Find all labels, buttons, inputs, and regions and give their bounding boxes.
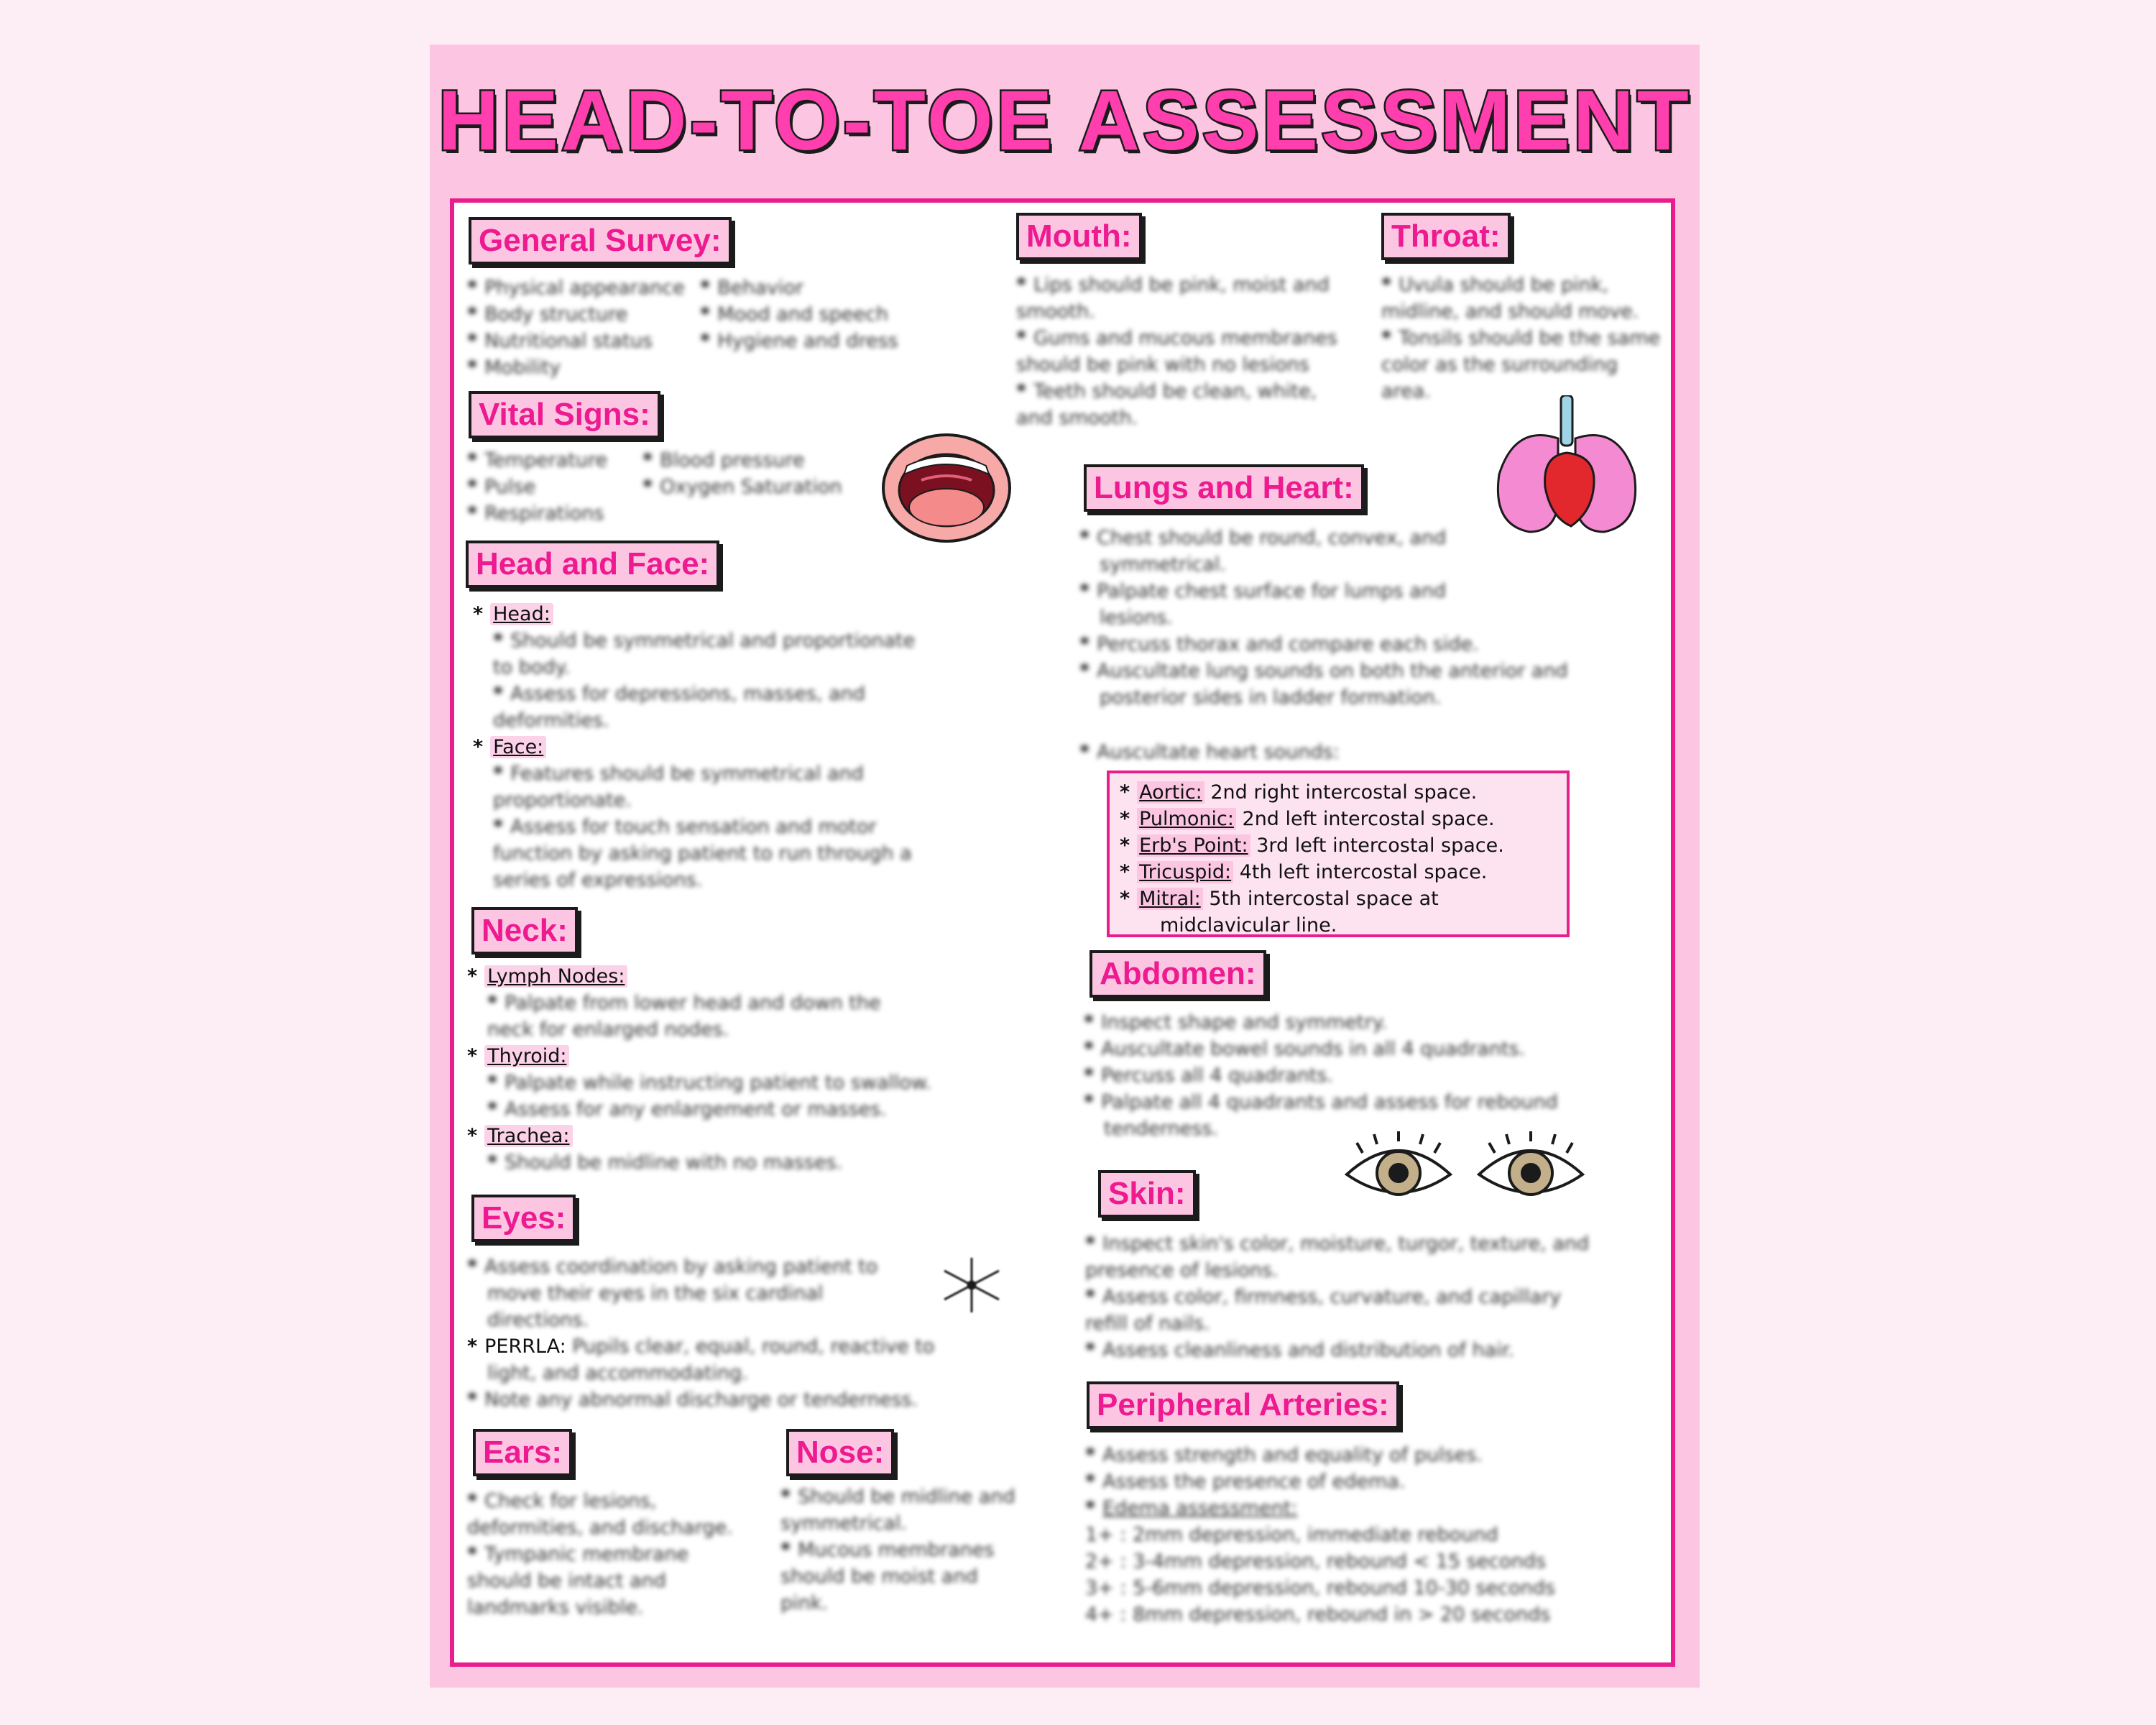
eyes-heading: Eyes: [471,1195,576,1242]
neck-heading: Neck: [471,907,578,954]
perrla-label: PERRLA: [484,1335,566,1358]
heart-sounds-box [1107,770,1570,937]
heart-sounds-intro: * Auscultate heart sounds: [1079,741,1340,763]
vital-signs-col1: * Temperature * Pulse * Respirations [467,449,608,525]
erbs-point: * Erb's Point: 3rd left intercostal space. [1120,834,1504,857]
lungs-heart-body: * Chest should be round, convex, and symmetrical. * Palpate chest surface for lumps and lesions. * Percuss thorax and compare each side. * Auscultate lung sounds on both the anterior and posterior sides in ladder formation. [1079,527,1568,709]
head-face-body: * Head: * Should be symmetrical and proportionate to body. * Assess for depressions, masses, and deformities. * Face: * Features should be symmetrical and proportionate. * Assess for touch sensation and motor function by asking patient to run through a series of expressions. [473,603,916,891]
peripheral-arteries-heading: Peripheral Arteries: [1087,1381,1399,1429]
assessment-sheet [430,45,1700,1688]
open-mouth-icon [878,430,1015,546]
throat-body: * Uvula should be pink, midline, and should move. * Tonsils should be the same color as the surrounding area. [1381,274,1661,402]
ears-body: * Check for lesions, deformities, and discharge. * Tympanic membrane should be intact and landmarks visible. [467,1490,733,1619]
lymph-nodes-label: Lymph Nodes: [484,965,627,988]
nose-body: * Should be midline and symmetrical. * Mucous membranes should be moist and pink. [780,1486,1015,1614]
pair-of-eyes-icon [1341,1130,1588,1213]
peripheral-arteries-body: * Assess strength and equality of pulses. * Assess the presence of edema. * Edema assessment: 1+ : 2mm depression, immediate rebound 2+ : 3-4mm depression, rebound < 15 seconds 3+ : 5-6mm depression, rebound 10-30 seconds 4+ : 8mm depression, rebound in > 20 seconds [1085,1444,1555,1626]
head-label: Head: [490,603,553,625]
face-label: Face: [490,736,546,758]
mitral-point-continued: midclavicular line. [1160,914,1337,937]
six-cardinal-directions-icon [937,1252,1006,1318]
eyes-body: * Assess coordination by asking patient to move their eyes in the six cardinal directions. * PERRLA: Pupils clear, equal, round, reactive to light, and accommodating. * Note any abnormal discharge or tenderness. [467,1256,935,1411]
mouth-body: * Lips should be pink, moist and smooth. * Gums and mucous membranes should be pink with no lesions * Teeth should be clean, white, and smooth. [1016,274,1337,429]
lungs-heart-icon [1486,395,1647,539]
aortic-point: * Aortic: 2nd right intercostal space. [1120,781,1478,804]
ears-heading: Ears: [473,1429,572,1476]
general-survey-col1: * Physical appearance * Body structure * Nutritional status * Mobility [467,277,685,379]
vital-signs-col2: * Blood pressure * Oxygen Saturation [642,449,842,498]
abdomen-body: * Inspect shape and symmetry. * Auscultate bowel sounds in all 4 quadrants. * Percuss all 4 quadrants. * Palpate all 4 quadrants and assess for rebound tenderness. [1084,1011,1558,1140]
nose-heading: Nose: [786,1429,894,1476]
general-survey-heading: General Survey: [469,217,732,264]
skin-body: * Inspect skin's color, moisture, turgor, texture, and presence of lesions. * Assess color, firmness, curvature, and capillary refill of nails. * Assess cleanliness and distribution of hair. [1085,1233,1590,1361]
skin-heading: Skin: [1098,1170,1196,1218]
throat-heading: Throat: [1381,213,1511,260]
mouth-heading: Mouth: [1016,213,1142,260]
mitral-point: * Mitral: 5th intercostal space at [1120,888,1439,910]
page-title: HEAD-TO-TOE ASSESSMENT [438,73,1692,168]
thyroid-label: Thyroid: [484,1045,569,1067]
content-panel [450,198,1675,1667]
pulmonic-point: * Pulmonic: 2nd left intercostal space. [1120,808,1495,830]
head-face-heading: Head and Face: [466,540,719,588]
tricuspid-point: * Tricuspid: 4th left intercostal space. [1120,861,1488,883]
abdomen-heading: Abdomen: [1089,950,1266,998]
neck-body: * Lymph Nodes: * Palpate from lower head and down the neck for enlarged nodes. * Thyroid: * Palpate while instructing patient to swallow. * Assess for any enlargement or masses. * Trachea: * Should be midline with no masses. [467,965,932,1174]
lungs-heart-heading: Lungs and Heart: [1084,464,1364,512]
vital-signs-heading: Vital Signs: [469,391,660,438]
general-survey-col2: * Behavior * Mood and speech * Hygiene and dress [700,277,898,352]
trachea-label: Trachea: [484,1125,572,1147]
